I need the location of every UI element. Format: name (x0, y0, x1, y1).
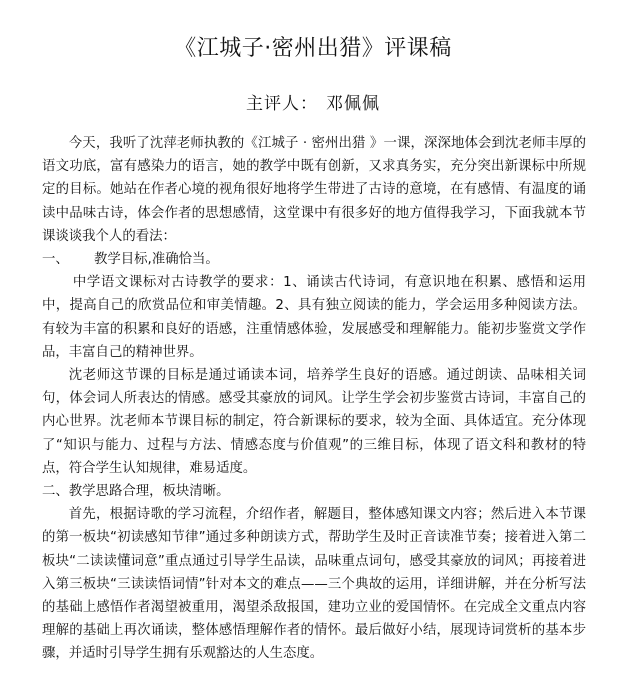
intro-paragraph: 今天，我听了沈萍老师执教的《江城子 · 密州出猎 》一课，深深地体会到沈老师丰厚的语文功底，富有感染力的语言，她的教学中既有创新，又求真务实，充分突出新课标中所规定的目标。她站在作者心境的视角很好地将学生带进了古诗的意境，在有感情、有温度的诵读中品味古诗，体会作者的思想感情，这堂课中有很多好的地方值得我学习，下面我就本节课谈谈我个人的看法： (42, 136, 586, 244)
section1-title: 教学目标,准确恰当。 (94, 252, 219, 268)
section2-heading: 二、教学思路合理，板块清晰。 (42, 484, 230, 500)
document-body (42, 132, 586, 666)
reviewer-name: 邓佩佩 (326, 94, 380, 114)
section1-paragraph-2: 沈老师这节课的目标是通过诵读本词，培养学生良好的语感。通过朗读、品味相关词句，体会词人所表达的情感。感受其豪放的词风。让学生学会初步鉴赏古诗词，丰富自己的内心世界。沈老师本节课目标的制定，符合新课标的要求，较为全面、具体适宜。充分体现了“知识与能力、过程与方法、情感态度与价值观”的三维目标，体现了语文科和教材的特点，符合学生认知规律，难易适度。 (42, 368, 586, 476)
section1-heading (42, 248, 586, 271)
document-title: 《江城子·密州出猎》评课稿 (174, 36, 452, 61)
section1-paragraph-1: 中学语文课标对古诗教学的要求：1、诵读古代诗词，有意识地在积累、感悟和运用中，提高自己的欣赏品位和审美情趣。2、具有独立阅读的能力，学会运用多种阅读方法。有较为丰富的积累和良好的语感，注重情感体验，发展感受和理解能力。能初步鉴赏文学作品，丰富自己的精神世界。 (42, 275, 586, 360)
section2-paragraph-1: 首先，根据诗歌的学习流程，介绍作者，解题目，整体感知课文内容；然后进入本节课的第一板块“初读感知节律”通过多种朗读方式，帮助学生及时正音读准节奏；接着进入第二板块“二读读懂词意”重点通过引导学生品读，品味重点词句，感受其豪放的词风；再接着进入第三板块“三读读悟词情”针对本文的难点——三个典故的运用，详细讲解，并在分析写法的基础上感悟作者渴望被重用，渴望杀敌报国，建功立业的爱国情怀。在完成全文重点内容理解的基础上再次诵读，整体感悟理解作者的情怀。最后做好小结，展现诗词赏析的基本步骤，并适时引导学生拥有乐观豁达的人生态度。 (42, 507, 586, 662)
reviewer-line (0, 92, 626, 116)
reviewer-label: 主评人： (246, 94, 318, 114)
section1-number: 一、 (42, 252, 69, 268)
